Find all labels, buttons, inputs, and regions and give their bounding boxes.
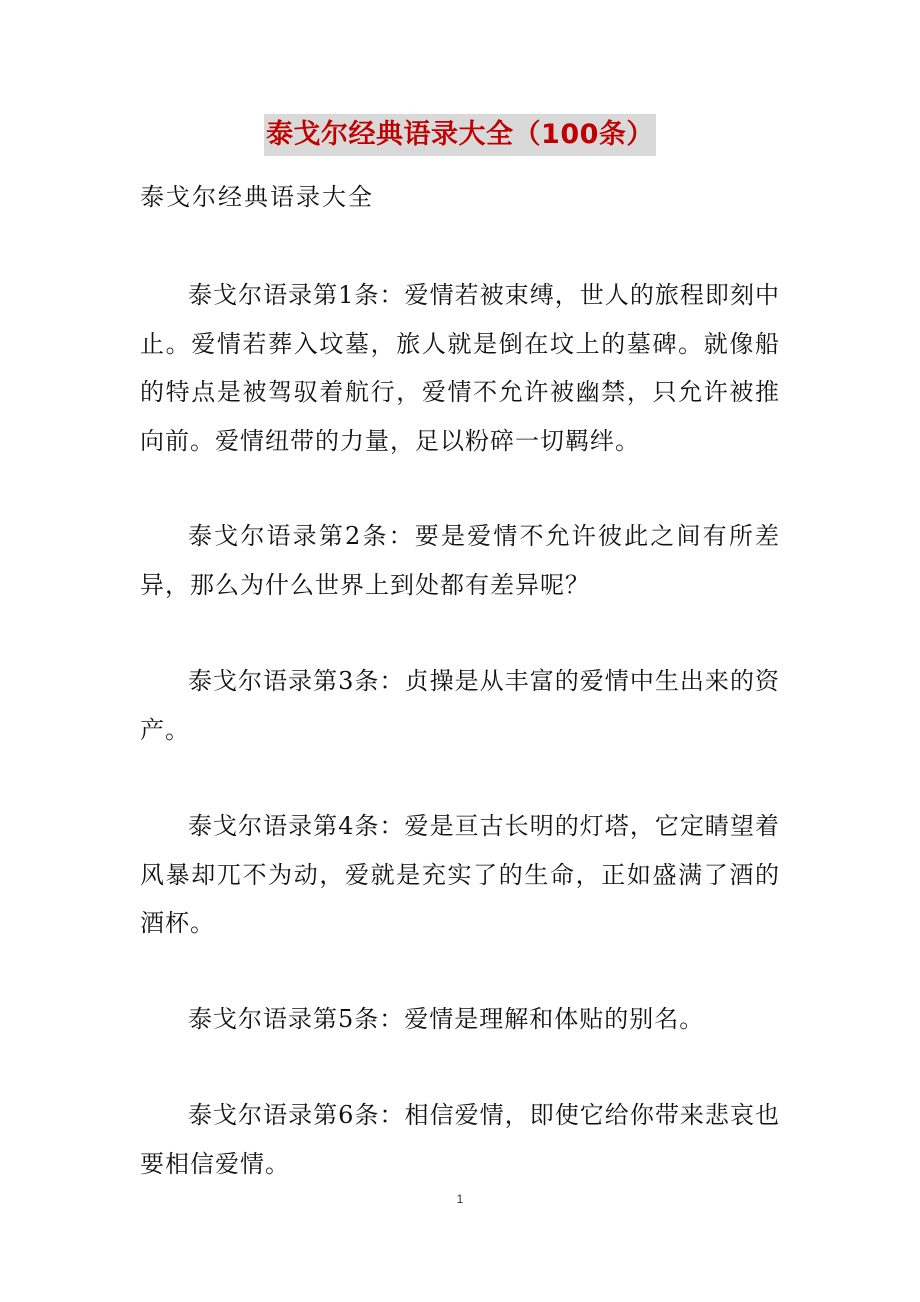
quote-paragraph: 泰戈尔语录第2条：要是爱情不允许彼此之间有所差异，那么为什么世界上到处都有差异呢？ xyxy=(140,522,780,599)
title-container xyxy=(0,114,920,156)
quote-paragraph: 泰戈尔语录第5条：爱情是理解和体贴的别名。 xyxy=(188,1005,705,1033)
quote-paragraph: 泰戈尔语录第3条：贞操是从丰富的爱情中生出来的资产。 xyxy=(140,667,780,744)
page-number: 1 xyxy=(456,1192,464,1206)
quote-paragraph: 泰戈尔语录第4条：爱是亘古长明的灯塔，它定睛望着风暴却兀不为动，爱就是充实了的生命，正如盛满了酒的酒杯。 xyxy=(140,812,780,937)
document-subtitle: 泰戈尔经典语录大全 xyxy=(140,183,374,211)
quote-paragraph: 泰戈尔语录第6条：相信爱情，即使它给你带来悲哀也要相信爱情。 xyxy=(140,1101,780,1178)
quote-paragraph: 泰戈尔语录第1条：爱情若被束缚，世人的旅程即刻中止。爱情若葬入坟墓，旅人就是倒在坟上的墓碑。就像船的特点是被驾驭着航行，爱情不允许被幽禁，只允许被推向前。爱情纽带的力量，足以粉碎一切羁绊。 xyxy=(140,281,780,455)
document-title: 泰戈尔经典语录大全（100条） xyxy=(264,114,656,156)
